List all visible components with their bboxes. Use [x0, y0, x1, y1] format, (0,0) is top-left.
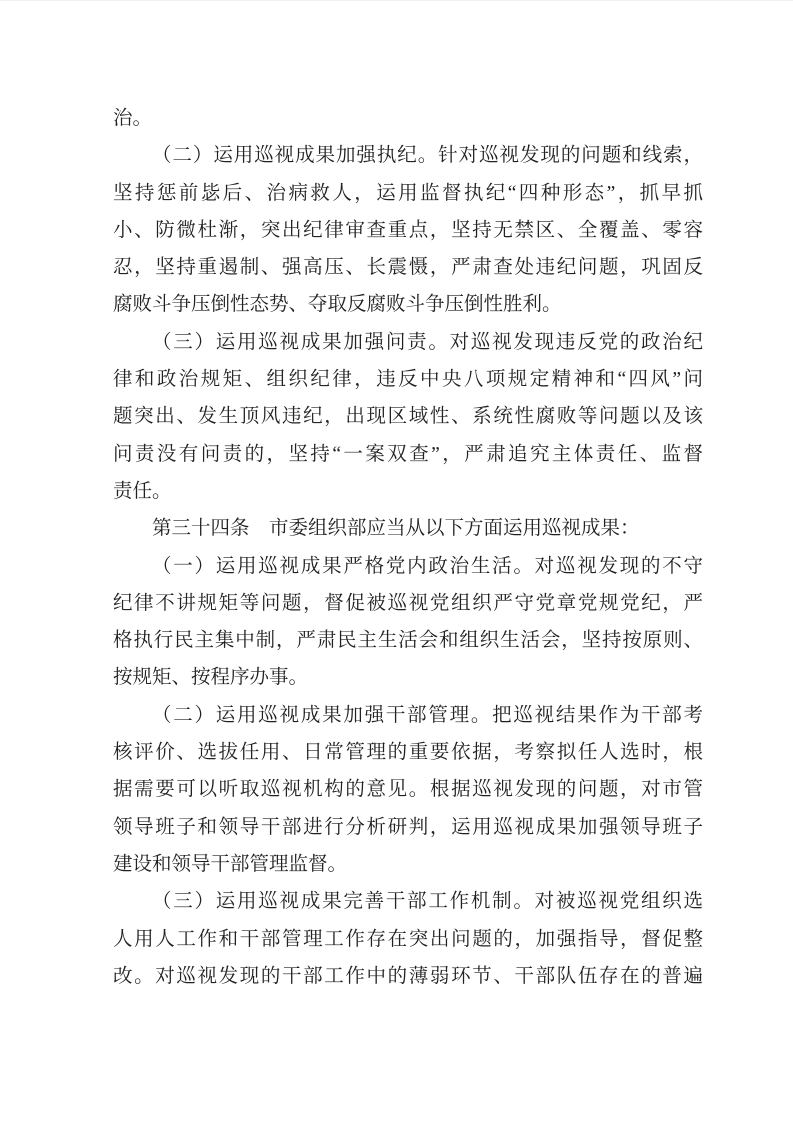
text-line: 格执行民主集中制，严肃民主生活会和组织生活会，坚持按原则、 — [113, 630, 703, 652]
text-line: 律和政治规矩、组织纪律，违反中央八项规定精神和“四风”问 — [113, 369, 703, 391]
text-line: 治。 — [113, 108, 153, 129]
paragraph — [113, 883, 703, 995]
paragraph — [113, 697, 703, 883]
text-line: （二）运用巡视成果加强干部管理。把巡视结果作为干部考 — [152, 704, 703, 726]
text-line: 人用人工作和干部管理工作存在突出问题的，加强指导，督促整 — [113, 928, 703, 950]
text-line: 责任。 — [113, 480, 172, 502]
paragraph — [113, 100, 703, 137]
text-line: 腐败斗争压倒性态势、夺取反腐败斗争压倒性胜利。 — [113, 294, 562, 316]
text-line: （三）运用巡视成果完善干部工作机制。对被巡视党组织选 — [152, 891, 703, 913]
text-line: 纪律不讲规矩等问题，督促被巡视党组织严守党章党规党纪，严 — [113, 592, 703, 614]
text-line: 题突出、发生顶风违纪，出现区域性、系统性腐败等问题以及该 — [113, 406, 703, 428]
paragraph — [113, 137, 703, 323]
text-line: 核评价、选拔任用、日常管理的重要依据，考察拟任人选时，根 — [113, 742, 703, 764]
text-line: 领导班子和领导干部进行分析研判，运用巡视成果加强领导班子 — [113, 816, 703, 838]
text-line: （一）运用巡视成果严格党内政治生活。对巡视发现的不守 — [152, 555, 703, 577]
text-line: 问责没有问责的，坚持“一案双查”，严肃追究主体责任、监督 — [113, 443, 703, 465]
text-line: （三）运用巡视成果加强问责。对巡视发现违反党的政治纪 — [152, 331, 703, 353]
paragraph — [113, 324, 703, 510]
text-line: 坚持惩前毖后、治病救人，运用监督执纪“四种形态”，抓早抓 — [113, 182, 703, 204]
text-line: 改。对巡视发现的干部工作中的薄弱环节、干部队伍存在的普遍 — [113, 965, 703, 987]
text-line: 忍，坚持重遏制、强高压、长震慑，严肃查处违纪问题，巩固反 — [113, 257, 703, 279]
text-line: （二）运用巡视成果加强执纪。针对巡视发现的问题和线索， — [152, 145, 703, 167]
document-body — [113, 100, 703, 995]
text-line: 小、防微杜渐，突出纪律审查重点，坚持无禁区、全覆盖、零容 — [113, 219, 703, 241]
paragraph-article-heading — [113, 510, 703, 547]
text-line: 据需要可以听取巡视机构的意见。根据巡视发现的问题，对市管 — [113, 779, 703, 801]
text-line: 第三十四条 市委组织部应当从以下方面运用巡视成果： — [152, 518, 640, 540]
text-line: 建设和领导干部管理监督。 — [113, 853, 348, 875]
paragraph — [113, 548, 703, 697]
text-line: 按规矩、按程序办事。 — [113, 667, 309, 689]
